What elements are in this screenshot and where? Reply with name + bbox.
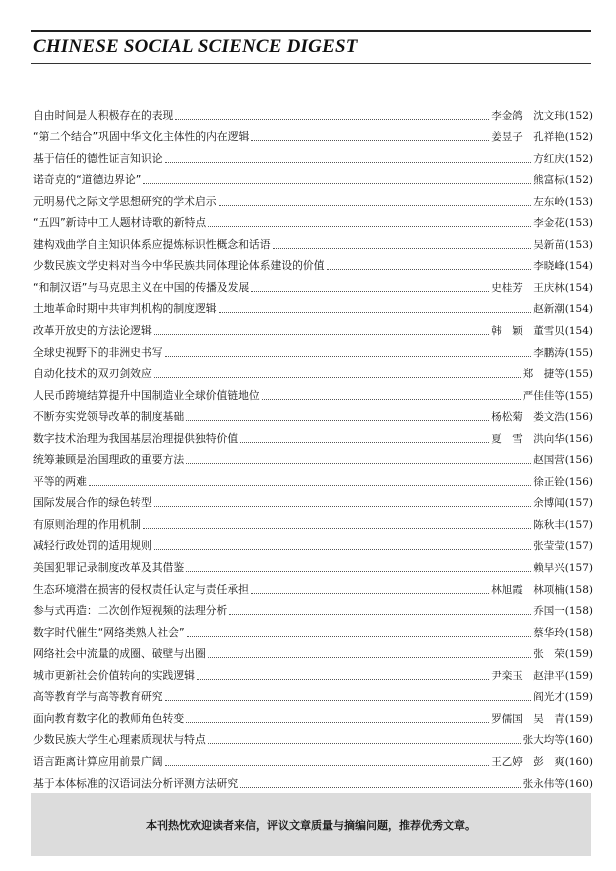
toc-dot-leader: [186, 411, 489, 421]
toc-dot-leader: [154, 497, 532, 507]
toc-entry-page: (156): [564, 432, 593, 445]
toc-entry[interactable]: [33, 403, 593, 425]
toc-entry-title: 减轻行政处罚的适用规则: [33, 539, 152, 553]
toc-entry-author: 罗儒国 吴 青: [491, 712, 565, 725]
toc-entry-author: 赖早兴: [533, 562, 565, 575]
toc-entry-author: 李晓峰: [533, 260, 565, 273]
toc-entry-page: (159): [564, 669, 593, 682]
toc-dot-leader: [186, 713, 489, 723]
toc-entry-page: (157): [564, 562, 593, 575]
toc-dot-leader: [240, 433, 489, 443]
toc-dot-leader: [208, 217, 531, 227]
toc-entry-title: 高等教育学与高等教育研究: [33, 690, 163, 704]
toc-entry[interactable]: [33, 704, 593, 726]
toc-entry-page: (155): [564, 368, 593, 381]
toc-entry-page: (152): [564, 174, 593, 187]
toc-entry-author: 张 荣: [533, 648, 565, 661]
toc-entry[interactable]: [33, 467, 593, 489]
toc-entry[interactable]: [33, 144, 593, 166]
toc-entry-page: (156): [564, 454, 593, 467]
toc-entry-author: 左东岭: [533, 195, 565, 208]
toc-dot-leader: [187, 627, 532, 637]
toc-dot-leader: [197, 670, 489, 680]
toc-entry[interactable]: [33, 123, 593, 145]
toc-dot-leader: [327, 260, 532, 270]
toc-entry-author: 李金鸽 沈文玮: [491, 109, 565, 122]
toc-entry[interactable]: [33, 446, 593, 468]
toc-entry-page: (152): [564, 152, 593, 165]
toc-entry-page: (157): [564, 518, 593, 531]
toc-entry[interactable]: [33, 553, 593, 575]
toc-entry-author: 吴新苗: [533, 238, 565, 251]
toc-dot-leader: [154, 368, 521, 378]
toc-entry[interactable]: [33, 252, 593, 274]
toc-entry-title: 改革开放史的方法论逻辑: [33, 324, 152, 338]
toc-dot-leader: [186, 454, 531, 464]
toc-entry[interactable]: [33, 209, 593, 231]
toc-dot-leader: [165, 756, 490, 766]
toc-entry[interactable]: [33, 273, 593, 295]
toc-dot-leader: [208, 734, 521, 744]
toc-entry-title: 基于信任的德性证言知识论: [33, 151, 163, 165]
toc-entry-title: 数字技术治理为我国基层治理提供独特价值: [33, 431, 239, 445]
toc-dot-leader: [165, 691, 532, 701]
toc-entry-title: 国际发展合作的绿色转型: [33, 496, 152, 510]
toc-entry[interactable]: [33, 338, 593, 360]
toc-entry[interactable]: [33, 101, 593, 123]
toc-entry-author: 张永伟等: [522, 777, 565, 790]
toc-entry-title: 生态环境潜在损害的侵权责任认定与责任承担: [33, 582, 249, 596]
toc-entry-author: 林旭霞 林项楠: [491, 583, 565, 596]
toc-entry-page: (153): [564, 217, 593, 230]
toc-entry-author: 张大均等: [522, 734, 565, 747]
toc-entry[interactable]: [33, 575, 593, 597]
toc-entry-page: (159): [564, 691, 593, 704]
toc-entry-author: 杨松菊 娄文浩: [491, 411, 565, 424]
toc-dot-leader: [219, 196, 532, 206]
toc-entry-author: 严佳佳等: [522, 389, 565, 402]
toc-entry-page: (154): [564, 303, 593, 316]
toc-dot-leader: [229, 605, 531, 615]
toc-entry[interactable]: [33, 360, 593, 382]
top-rule: [31, 30, 591, 32]
toc-entry-title: 基于本体标准的汉语词法分析评测方法研究: [33, 776, 239, 790]
toc-entry-author: 尹栾玉 赵津平: [491, 669, 565, 682]
toc-entry-page: (159): [564, 648, 593, 661]
toc-entry-page: (160): [564, 734, 593, 747]
toc-dot-leader: [251, 584, 489, 594]
toc-entry-author: 李鹏涛: [533, 346, 565, 359]
toc-entry-title: 有原则治理的作用机制: [33, 517, 141, 531]
toc-entry-page: (155): [564, 389, 593, 402]
toc-dot-leader: [175, 110, 489, 120]
toc-entry-author: 余博闻: [533, 497, 565, 510]
toc-entry-title: 诺奇克的“道德边界论”: [33, 173, 142, 187]
toc-entry-author: 韩 颖 董雪贝: [491, 325, 565, 338]
table-of-contents: [33, 101, 593, 791]
toc-entry-title: 平等的两难: [33, 474, 87, 488]
toc-entry[interactable]: [33, 295, 593, 317]
toc-entry-title: 网络社会中流量的成圈、破壁与出圈: [33, 647, 206, 661]
toc-entry-title: 元明易代之际文学思想研究的学术启示: [33, 194, 217, 208]
toc-entry-title: 统筹兼顾是治国理政的重要方法: [33, 453, 185, 467]
toc-entry-title: 不断夯实党领导改革的制度基础: [33, 410, 185, 424]
toc-entry-title: “和制汉语”与马克思主义在中国的传播及发展: [33, 280, 250, 294]
journal-masthead: CHINESE SOCIAL SCIENCE DIGEST: [33, 36, 358, 57]
toc-entry-author: 阎光才: [533, 691, 565, 704]
reader-notice-text: 本刊热忱欢迎读者来信，评议文章质量与摘编问题，推荐优秀文章。: [146, 818, 476, 832]
toc-entry-title: 自动化技术的双刃剑效应: [33, 367, 152, 381]
toc-dot-leader: [240, 778, 521, 788]
toc-entry-page: (155): [564, 346, 593, 359]
toc-entry-author: 张莹莹: [533, 540, 565, 553]
toc-entry-page: (152): [564, 109, 593, 122]
toc-dot-leader: [251, 131, 489, 141]
toc-entry-author: 史桂芳 王庆林: [491, 281, 565, 294]
toc-entry[interactable]: [33, 510, 593, 532]
toc-entry-page: (157): [564, 497, 593, 510]
toc-dot-leader: [89, 476, 531, 486]
toc-entry-title: 全球史视野下的非洲史书写: [33, 345, 163, 359]
toc-entry-author: 王乙婷 彭 爽: [491, 755, 565, 768]
toc-entry-page: (158): [564, 583, 593, 596]
toc-entry-page: (154): [564, 260, 593, 273]
reader-notice-box: [31, 793, 591, 856]
toc-dot-leader: [273, 239, 532, 249]
toc-entry-author: 夏 雪 洪向华: [491, 432, 565, 445]
toc-entry-author: 赵国营: [533, 454, 565, 467]
toc-entry[interactable]: [33, 661, 593, 683]
toc-entry-page: (153): [564, 195, 593, 208]
toc-entry-author: 赵新潮: [533, 303, 565, 316]
toc-entry[interactable]: [33, 726, 593, 748]
toc-entry-page: (160): [564, 777, 593, 790]
toc-entry[interactable]: [33, 747, 593, 769]
toc-entry-title: 面向教育数字化的教师角色转变: [33, 711, 185, 725]
masthead-rule: [31, 63, 591, 64]
toc-entry-title: 数字时代催生“网络类熟人社会”: [33, 625, 185, 639]
toc-entry[interactable]: [33, 597, 593, 619]
toc-entry-title: 人民币跨境结算提升中国制造业全球价值链地位: [33, 388, 260, 402]
toc-dot-leader: [143, 519, 531, 529]
toc-entry-title: 土地革命时期中共审判机构的制度逻辑: [33, 302, 217, 316]
toc-entry-title: 语言距离计算应用前景广阔: [33, 754, 163, 768]
toc-entry-page: (157): [564, 540, 593, 553]
toc-dot-leader: [154, 540, 532, 550]
toc-entry-page: (156): [564, 475, 593, 488]
toc-entry-page: (158): [564, 605, 593, 618]
toc-entry[interactable]: [33, 424, 593, 446]
toc-entry[interactable]: [33, 618, 593, 640]
toc-entry[interactable]: [33, 640, 593, 662]
toc-entry-author: 姜昱子 孔祥艳: [491, 131, 565, 144]
toc-dot-leader: [186, 562, 531, 572]
toc-entry[interactable]: [33, 187, 593, 209]
toc-entry[interactable]: [33, 230, 593, 252]
toc-entry-title: 城市更新社会价值转向的实践逻辑: [33, 668, 195, 682]
toc-entry-page: (156): [564, 411, 593, 424]
toc-entry-title: “五四”新诗中工人题材诗歌的新特点: [33, 216, 207, 230]
toc-entry[interactable]: [33, 166, 593, 188]
toc-entry-title: 自由时间是人积极存在的表现: [33, 108, 174, 122]
toc-dot-leader: [262, 390, 521, 400]
toc-entry-author: 徐正铨: [533, 475, 565, 488]
toc-entry-page: (159): [564, 712, 593, 725]
toc-entry[interactable]: [33, 769, 593, 791]
toc-entry-author: 郑 捷等: [522, 368, 565, 381]
toc-dot-leader: [251, 282, 489, 292]
toc-entry[interactable]: [33, 316, 593, 338]
toc-entry-title: 参与式再造：二次创作短视频的法理分析: [33, 604, 228, 618]
toc-entry-author: 陈秋丰: [533, 518, 565, 531]
toc-entry[interactable]: [33, 532, 593, 554]
toc-entry-title: 少数民族文学史料对当今中华民族共同体理论体系建设的价值: [33, 259, 325, 273]
toc-entry-page: (152): [564, 131, 593, 144]
toc-dot-leader: [219, 303, 532, 313]
toc-entry[interactable]: [33, 489, 593, 511]
toc-entry-page: (154): [564, 281, 593, 294]
toc-entry-title: 建构戏曲学自主知识体系应提炼标识性概念和话语: [33, 237, 271, 251]
toc-entry-page: (153): [564, 238, 593, 251]
toc-dot-leader: [208, 648, 532, 658]
toc-entry-author: 蔡华玲: [533, 626, 565, 639]
toc-entry-page: (154): [564, 325, 593, 338]
toc-entry-author: 方红庆: [533, 152, 565, 165]
toc-entry-page: (160): [564, 755, 593, 768]
toc-entry-title: 美国犯罪记录制度改革及其借鉴: [33, 561, 185, 575]
toc-entry-author: 李金花: [533, 217, 565, 230]
toc-dot-leader: [165, 153, 532, 163]
toc-entry-author: 熊富标: [533, 174, 565, 187]
toc-entry[interactable]: [33, 381, 593, 403]
toc-entry-page: (158): [564, 626, 593, 639]
toc-entry-title: “第二个结合”巩固中华文化主体性的内在逻辑: [33, 130, 250, 144]
toc-entry[interactable]: [33, 683, 593, 705]
toc-dot-leader: [165, 347, 532, 357]
toc-entry-author: 乔国一: [533, 605, 565, 618]
toc-dot-leader: [143, 174, 531, 184]
toc-entry-title: 少数民族大学生心理素质现状与特点: [33, 733, 206, 747]
toc-dot-leader: [154, 325, 490, 335]
